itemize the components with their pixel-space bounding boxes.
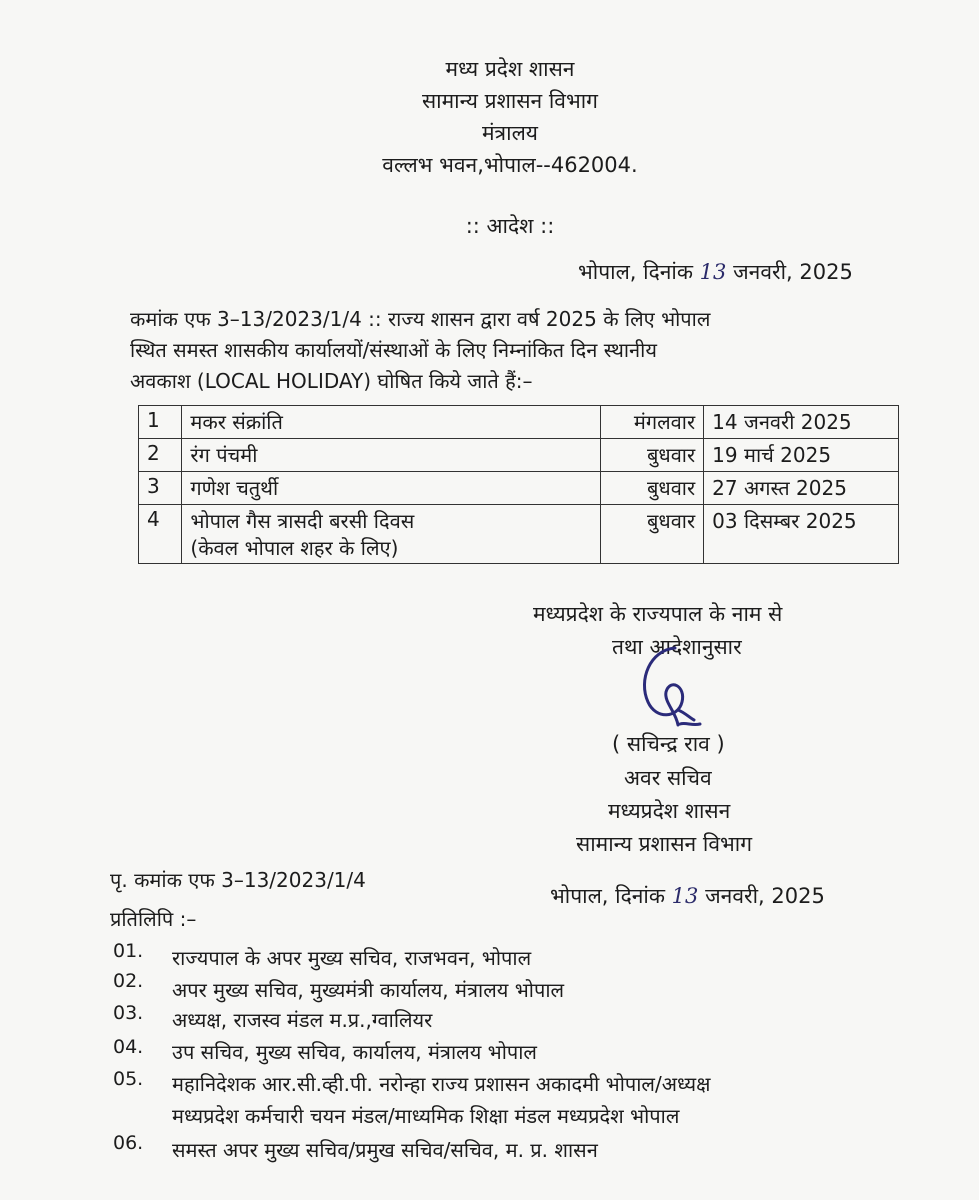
- table-row: [139, 439, 899, 472]
- header-state: मध्य प्रदेश शासन: [445, 57, 575, 81]
- copy-text: समस्त अपर मुख्य सचिव/प्रमुख सचिव/सचिव, म. प्र. शासन: [172, 1138, 598, 1162]
- copy-text: राज्यपाल के अपर मुख्य सचिव, राजभवन, भोपाल: [172, 946, 532, 970]
- order-title: :: आदेश ::: [465, 214, 555, 238]
- endorsement-date-suffix: जनवरी, 2025: [705, 884, 825, 908]
- holiday-name-cell: [182, 505, 601, 564]
- holiday-date: 27 अगस्त 2025: [704, 472, 899, 505]
- copy-text: अपर मुख्य सचिव, मुख्यमंत्री कार्यालय, मंत्रालय भोपाल: [172, 978, 565, 1002]
- signature-line-1: मध्यप्रदेश के राज्यपाल के नाम से: [533, 602, 783, 626]
- body-line-2: स्थित समस्त शासकीय कार्यालयों/संस्थाओं के लिए निम्नांकित दिन स्थानीय: [130, 338, 657, 362]
- copy-number: 03.: [113, 1002, 144, 1024]
- holiday-name: गणेश चतुर्थी: [182, 472, 601, 505]
- date-suffix: जनवरी, 2025: [733, 260, 853, 284]
- header-ministry: मंत्रालय: [481, 121, 538, 145]
- holiday-no: 3: [139, 472, 182, 505]
- header-department: सामान्य प्रशासन विभाग: [421, 89, 599, 113]
- body-line-3: अवकाश (LOCAL HOLIDAY) घोषित किये जाते हैं:–: [130, 369, 533, 393]
- holiday-day: मंगलवार: [601, 406, 704, 439]
- holiday-no: 4: [139, 505, 182, 564]
- table-row: [139, 505, 899, 564]
- copy-number: 02.: [113, 970, 144, 992]
- copy-label: प्रतिलिपि :–: [110, 907, 197, 931]
- copy-number: 06.: [113, 1132, 144, 1154]
- holiday-name: भोपाल गैस त्रासदी बरसी दिवस: [190, 509, 415, 533]
- holiday-date: 19 मार्च 2025: [704, 439, 899, 472]
- endorsement-date-day: 13: [671, 884, 699, 908]
- holiday-name: मकर संक्रांति: [182, 406, 601, 439]
- endorsement-date: [550, 882, 825, 910]
- holiday-table: [138, 405, 899, 564]
- signature-line-2: तथा आदेशानुसार: [612, 635, 742, 659]
- copy-number: 04.: [113, 1036, 144, 1058]
- holiday-day: बुधवार: [601, 439, 704, 472]
- table-row: [139, 406, 899, 439]
- copy-number: 01.: [113, 940, 144, 962]
- header-address: वल्लभ भवन,भोपाल--462004.: [382, 153, 638, 177]
- copy-number: 05.: [113, 1068, 144, 1090]
- holiday-date: 14 जनवरी 2025: [704, 406, 899, 439]
- table-row: [139, 472, 899, 505]
- holiday-date: 03 दिसम्बर 2025: [704, 505, 899, 564]
- signatory-org-2: सामान्य प्रशासन विभाग: [576, 832, 753, 856]
- holiday-day: बुधवार: [601, 472, 704, 505]
- order-date: [578, 258, 853, 286]
- holiday-day: बुधवार: [601, 505, 704, 564]
- date-day: 13: [699, 260, 727, 284]
- copy-text: अध्यक्ष, राजस्व मंडल म.प्र.,ग्वालियर: [172, 1008, 433, 1032]
- signatory-name: ( सचिन्द्र राव ): [612, 732, 725, 756]
- signatory-designation: अवर सचिव: [624, 766, 712, 790]
- signatory-org-1: मध्यप्रदेश शासन: [608, 799, 731, 823]
- holiday-no: 2: [139, 439, 182, 472]
- endorsement-ref: पृ. कमांक एफ 3–13/2023/1/4: [110, 868, 366, 892]
- holiday-name: रंग पंचमी: [182, 439, 601, 472]
- handwritten-signature: [620, 640, 710, 735]
- holiday-note: (केवल भोपाल शहर के लिए): [190, 536, 399, 560]
- date-prefix: भोपाल, दिनांक: [578, 260, 693, 284]
- copy-text: उप सचिव, मुख्य सचिव, कार्यालय, मंत्रालय भोपाल: [172, 1040, 537, 1064]
- endorsement-date-prefix: भोपाल, दिनांक: [550, 884, 665, 908]
- holiday-no: 1: [139, 406, 182, 439]
- copy-text: महानिदेशक आर.सी.व्ही.पी. नरोन्हा राज्य प्रशासन अकादमी भोपाल/अध्यक्ष: [172, 1072, 711, 1096]
- body-line-1: कमांक एफ 3–13/2023/1/4 :: राज्य शासन द्वारा वर्ष 2025 के लिए भोपाल: [130, 307, 711, 331]
- copy-text: मध्यप्रदेश कर्मचारी चयन मंडल/माध्यमिक शिक्षा मंडल मध्यप्रदेश भोपाल: [172, 1104, 680, 1128]
